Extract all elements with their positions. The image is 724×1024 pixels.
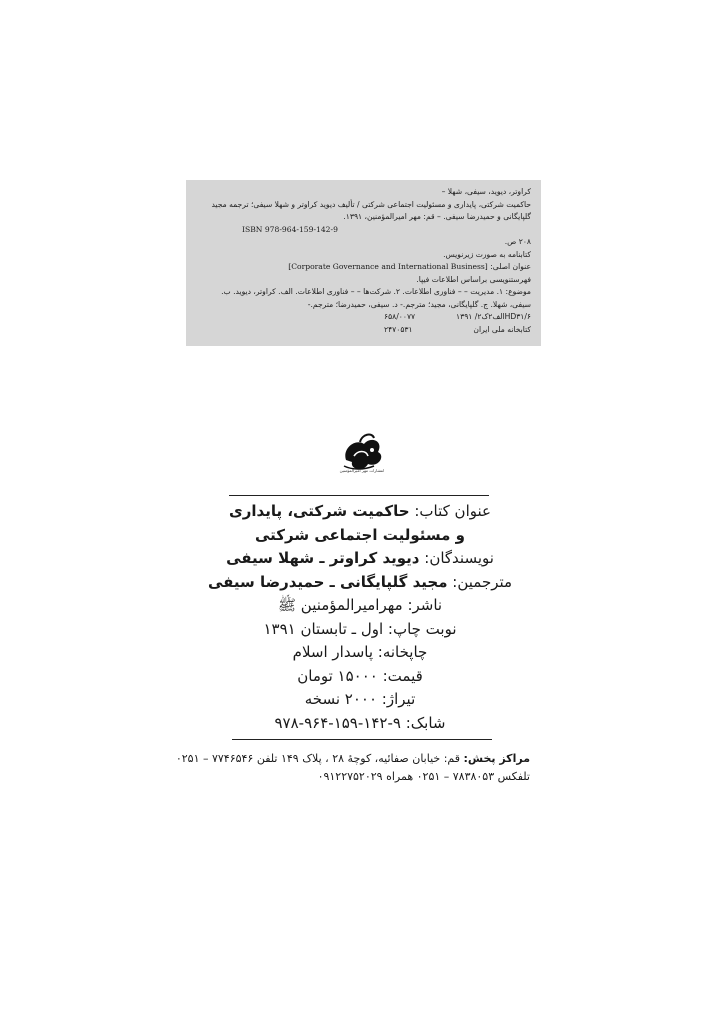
divider-bottom xyxy=(232,739,492,740)
cip-national-library xyxy=(194,324,531,337)
cip-title-2: گلپایگانی و حمیدرضا سیفی. – قم: مهر امیرالمؤمنین، ۱۳۹۱. xyxy=(343,212,531,221)
cip-lc-class: HD۳۱/۶الف۲ک۲/ ۱۳۹۱ xyxy=(456,312,531,321)
authors-label: نویسندگان: xyxy=(424,549,494,567)
cip-dewey: ۶۵۸/۰۰۷۷ xyxy=(384,312,416,321)
print-run: تیراژ: ۲۰۰۰ نسخه xyxy=(304,690,416,708)
cip-author: کراوتر، دیوید، سیفی، شهلا – xyxy=(441,187,531,196)
distribution-block xyxy=(175,750,530,786)
cip-isbn: ISBN 978-964-159-142-9 xyxy=(242,224,338,234)
cataloging-box xyxy=(186,180,541,346)
publisher: ناشر: مهرامیرالمؤمنین ﷺ xyxy=(277,596,443,614)
cip-original-title-label: عنوان اصلی: xyxy=(490,262,531,271)
cip-national-library-number: ۲۴۷۰۵۳۱ xyxy=(384,324,413,334)
cip-original-title-value: [Corporate Governance and International Business] xyxy=(288,262,488,271)
distribution-address: قم: خیابان صفائیه، کوچهٔ ۲۸ ، پلاک ۱۴۹ تلفن ۷۷۴۶۵۴۶ – ۰۲۵۱ xyxy=(175,752,460,765)
book-title-1: حاکمیت شرکتی، پایداری xyxy=(229,502,410,520)
title-label: عنوان کتاب: xyxy=(414,502,491,520)
cip-fipa: فهرستنویسی براساس اطلاعات فیپا. xyxy=(416,274,531,284)
cip-national-library-label: کتابخانه ملی ایران xyxy=(473,324,531,334)
distribution-fax: تلفکس ۷۸۳۸۰۵۳ – ۰۲۵۱ همراه ۰۹۱۲۲۷۵۲۰۲۹ xyxy=(317,770,530,783)
cip-contributors: سیفی، شهلا. ج. گلپایگانی، مجید؛ مترجم.- د. سیفی، حمیدرضا؛ مترجم.- xyxy=(307,299,531,309)
cip-pages: ۲۰۸ ص. xyxy=(504,237,531,246)
cip-original-title xyxy=(194,261,531,274)
printer: چاپخانه: پاسدار اسلام xyxy=(292,643,428,661)
cip-subjects: موضوع: ۱. مدیریت – – فناوری اطلاعات. ۲. شرکت‌ها – – فناوری اطلاعات. الف. کراوتر، دیوید. ب. xyxy=(221,287,531,296)
divider-top xyxy=(229,495,489,496)
book-title-2: و مسئولیت اجتماعی شرکتی xyxy=(255,525,465,544)
authors-value: دیوید کراوتر ـ شهلا سیفی xyxy=(226,549,420,567)
edition: نوبت چاپ: اول ـ تابستان ۱۳۹۱ xyxy=(263,619,457,638)
imprint-title-row xyxy=(200,500,520,524)
translators-label: مترجمین: xyxy=(452,572,513,591)
imprint-block xyxy=(200,500,520,735)
imprint-authors-row xyxy=(200,547,520,571)
imprint-isbn: شابک: ۹-۱۴۲-۱۵۹-۹۶۴-۹۷۸ xyxy=(274,713,446,732)
cip-classification xyxy=(194,311,531,324)
cip-title-1: حاکمیت شرکتی، پایداری و مسئولیت اجتماعی شرکتی / تألیف دیوید کراوتر و شهلا سیفی؛ ترجمه مجید xyxy=(211,199,531,209)
distribution-address-row xyxy=(175,750,530,768)
price: قیمت: ۱۵۰۰۰ تومان xyxy=(297,666,423,685)
imprint-title-row-2 xyxy=(200,524,520,548)
cip-bibliography: کتابنامه به صورت زیرنویس. xyxy=(443,249,531,259)
publisher-logo-caption: انتشارات مهر امیرالمؤمنین xyxy=(339,468,385,473)
translators-value: مجید گلپایگانی ـ حمیدرضا سیفی xyxy=(207,572,448,591)
distribution-label: مراکز پخش: xyxy=(463,752,530,765)
imprint-translators-row xyxy=(200,571,520,595)
